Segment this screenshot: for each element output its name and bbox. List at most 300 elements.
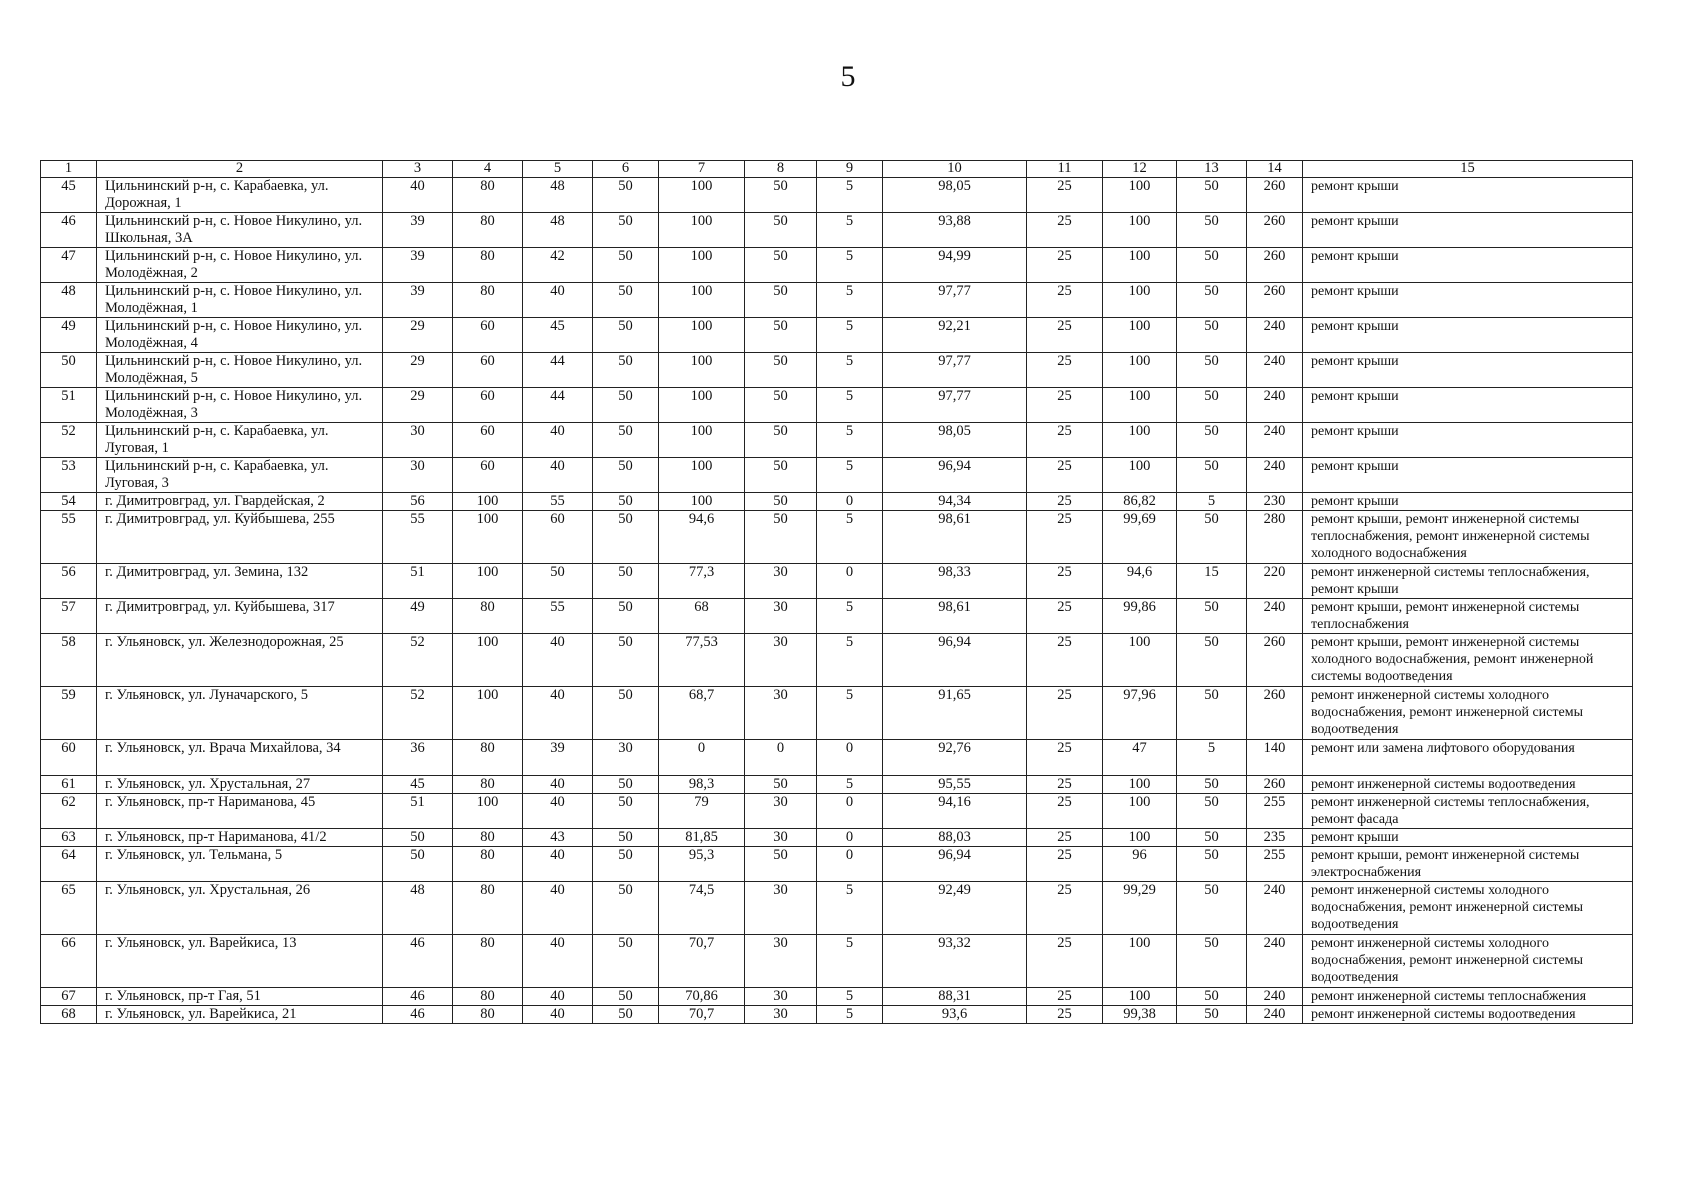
column-header: 1 — [41, 161, 97, 178]
table-cell: 91,65 — [883, 687, 1027, 740]
table-cell: 50 — [593, 353, 659, 388]
row-number: 54 — [41, 493, 97, 511]
table-cell: 260 — [1247, 776, 1303, 794]
table-cell: 30 — [745, 829, 817, 847]
table-cell: 95,3 — [659, 847, 745, 882]
address-cell: г. Димитровград, ул. Земина, 132 — [97, 564, 383, 599]
table-cell: 50 — [1177, 935, 1247, 988]
table-cell: 40 — [523, 423, 593, 458]
table-cell: 100 — [453, 634, 523, 687]
work-type-cell: ремонт крыши — [1303, 829, 1633, 847]
table-cell: 40 — [523, 283, 593, 318]
table-cell: 25 — [1027, 458, 1103, 493]
table-cell: 50 — [593, 988, 659, 1006]
table-cell: 29 — [383, 388, 453, 423]
table-cell: 5 — [1177, 493, 1247, 511]
table-cell: 50 — [593, 248, 659, 283]
table-cell: 25 — [1027, 511, 1103, 564]
address-cell: г. Ульяновск, ул. Врача Михайлова, 34 — [97, 740, 383, 776]
address-cell: г. Ульяновск, пр-т Нариманова, 41/2 — [97, 829, 383, 847]
work-type-cell: ремонт инженерной системы холодного водоснабжения, ремонт инженерной системы водоотведения — [1303, 882, 1633, 935]
table-cell: 42 — [523, 248, 593, 283]
table-row — [41, 318, 1633, 353]
table-cell: 260 — [1247, 178, 1303, 213]
column-header: 3 — [383, 161, 453, 178]
row-number: 66 — [41, 935, 97, 988]
table-cell: 240 — [1247, 423, 1303, 458]
table-cell: 30 — [745, 794, 817, 829]
table-cell: 50 — [593, 493, 659, 511]
table-cell: 100 — [659, 493, 745, 511]
column-header: 12 — [1103, 161, 1177, 178]
table-cell: 40 — [523, 988, 593, 1006]
column-header: 2 — [97, 161, 383, 178]
table-cell: 50 — [593, 829, 659, 847]
table-cell: 25 — [1027, 213, 1103, 248]
table-cell: 56 — [383, 493, 453, 511]
table-cell: 93,6 — [883, 1006, 1027, 1024]
table-cell: 100 — [1103, 776, 1177, 794]
table-row — [41, 353, 1633, 388]
table-row — [41, 634, 1633, 687]
table-cell: 50 — [745, 493, 817, 511]
table-cell: 60 — [523, 511, 593, 564]
table-cell: 30 — [745, 687, 817, 740]
address-cell: Цильнинский р-н, с. Карабаевка, ул. Дорожная, 1 — [97, 178, 383, 213]
address-cell: Цильнинский р-н, с. Новое Никулино, ул. Молодёжная, 2 — [97, 248, 383, 283]
table-cell: 0 — [817, 564, 883, 599]
table-cell: 60 — [453, 353, 523, 388]
table-cell: 29 — [383, 353, 453, 388]
table-cell: 100 — [659, 318, 745, 353]
address-cell: г. Ульяновск, ул. Хрустальная, 26 — [97, 882, 383, 935]
work-type-cell: ремонт крыши — [1303, 283, 1633, 318]
table-row — [41, 423, 1633, 458]
column-header: 7 — [659, 161, 745, 178]
table-cell: 50 — [1177, 178, 1247, 213]
table-cell: 0 — [817, 493, 883, 511]
table-cell: 94,34 — [883, 493, 1027, 511]
table-cell: 50 — [1177, 458, 1247, 493]
address-cell: Цильнинский р-н, с. Новое Никулино, ул. Молодёжная, 4 — [97, 318, 383, 353]
table-cell: 140 — [1247, 740, 1303, 776]
address-cell: г. Димитровград, ул. Гвардейская, 2 — [97, 493, 383, 511]
table-cell: 50 — [1177, 511, 1247, 564]
work-type-cell: ремонт инженерной системы холодного водоснабжения, ремонт инженерной системы водоотведения — [1303, 687, 1633, 740]
table-cell: 30 — [745, 988, 817, 1006]
table-cell: 30 — [745, 564, 817, 599]
work-type-cell: ремонт крыши, ремонт инженерной системы электроснабжения — [1303, 847, 1633, 882]
table-cell: 100 — [1103, 794, 1177, 829]
address-cell: г. Димитровград, ул. Куйбышева, 317 — [97, 599, 383, 634]
table-cell: 25 — [1027, 318, 1103, 353]
work-type-cell: ремонт инженерной системы теплоснабжения, ремонт крыши — [1303, 564, 1633, 599]
table-cell: 240 — [1247, 882, 1303, 935]
table-cell: 220 — [1247, 564, 1303, 599]
table-cell: 50 — [523, 564, 593, 599]
table-cell: 40 — [523, 935, 593, 988]
work-type-cell: ремонт крыши — [1303, 388, 1633, 423]
table-cell: 40 — [523, 776, 593, 794]
table-cell: 97,77 — [883, 283, 1027, 318]
table-cell: 40 — [523, 882, 593, 935]
table-cell: 70,86 — [659, 988, 745, 1006]
table-cell: 100 — [1103, 248, 1177, 283]
table-cell: 48 — [523, 213, 593, 248]
table-cell: 98,05 — [883, 178, 1027, 213]
table-cell: 100 — [453, 564, 523, 599]
table-cell: 93,32 — [883, 935, 1027, 988]
work-type-cell: ремонт крыши — [1303, 423, 1633, 458]
table-cell: 100 — [1103, 458, 1177, 493]
table-cell: 100 — [659, 178, 745, 213]
row-number: 59 — [41, 687, 97, 740]
table-cell: 45 — [383, 776, 453, 794]
table-cell: 0 — [817, 740, 883, 776]
table-row — [41, 687, 1633, 740]
table-cell: 30 — [745, 634, 817, 687]
repair-table — [40, 160, 1633, 1024]
table-cell: 240 — [1247, 388, 1303, 423]
row-number: 57 — [41, 599, 97, 634]
table-cell: 50 — [1177, 318, 1247, 353]
table-cell: 100 — [1103, 353, 1177, 388]
table-cell: 5 — [817, 213, 883, 248]
table-cell: 50 — [593, 599, 659, 634]
table-cell: 46 — [383, 988, 453, 1006]
table-cell: 79 — [659, 794, 745, 829]
table-cell: 39 — [523, 740, 593, 776]
work-type-cell: ремонт крыши — [1303, 178, 1633, 213]
table-cell: 39 — [383, 248, 453, 283]
table-cell: 55 — [523, 493, 593, 511]
table-cell: 36 — [383, 740, 453, 776]
table-cell: 48 — [383, 882, 453, 935]
address-cell: г. Ульяновск, ул. Варейкиса, 21 — [97, 1006, 383, 1024]
table-cell: 25 — [1027, 423, 1103, 458]
table-cell: 50 — [383, 847, 453, 882]
work-type-cell: ремонт или замена лифтового оборудования — [1303, 740, 1633, 776]
table-cell: 98,61 — [883, 599, 1027, 634]
table-cell: 30 — [593, 740, 659, 776]
table-cell: 280 — [1247, 511, 1303, 564]
table-cell: 5 — [817, 599, 883, 634]
table-cell: 80 — [453, 882, 523, 935]
table-cell: 55 — [523, 599, 593, 634]
table-cell: 100 — [453, 794, 523, 829]
table-cell: 92,49 — [883, 882, 1027, 935]
table-cell: 50 — [383, 829, 453, 847]
table-cell: 50 — [745, 847, 817, 882]
table-cell: 25 — [1027, 882, 1103, 935]
column-header: 6 — [593, 161, 659, 178]
row-number: 49 — [41, 318, 97, 353]
table-cell: 100 — [1103, 178, 1177, 213]
table-cell: 80 — [453, 248, 523, 283]
table-cell: 96,94 — [883, 634, 1027, 687]
table-cell: 100 — [659, 388, 745, 423]
table-cell: 40 — [523, 634, 593, 687]
table-cell: 45 — [523, 318, 593, 353]
table-cell: 80 — [453, 213, 523, 248]
table-row — [41, 776, 1633, 794]
table-cell: 5 — [817, 935, 883, 988]
table-cell: 25 — [1027, 248, 1103, 283]
table-row — [41, 178, 1633, 213]
column-header: 8 — [745, 161, 817, 178]
table-cell: 50 — [1177, 1006, 1247, 1024]
table-cell: 39 — [383, 283, 453, 318]
table-cell: 5 — [1177, 740, 1247, 776]
table-row — [41, 988, 1633, 1006]
table-cell: 44 — [523, 388, 593, 423]
table-cell: 100 — [453, 687, 523, 740]
address-cell: Цильнинский р-н, с. Карабаевка, ул. Луговая, 3 — [97, 458, 383, 493]
table-cell: 5 — [817, 423, 883, 458]
table-cell: 230 — [1247, 493, 1303, 511]
table-cell: 52 — [383, 634, 453, 687]
table-cell: 50 — [745, 318, 817, 353]
table-cell: 88,31 — [883, 988, 1027, 1006]
table-cell: 46 — [383, 935, 453, 988]
table-cell: 96,94 — [883, 847, 1027, 882]
work-type-cell: ремонт крыши — [1303, 248, 1633, 283]
table-cell: 15 — [1177, 564, 1247, 599]
row-number: 47 — [41, 248, 97, 283]
row-number: 50 — [41, 353, 97, 388]
address-cell: Цильнинский р-н, с. Карабаевка, ул. Луговая, 1 — [97, 423, 383, 458]
row-number: 45 — [41, 178, 97, 213]
table-cell: 43 — [523, 829, 593, 847]
table-cell: 60 — [453, 318, 523, 353]
table-cell: 70,7 — [659, 1006, 745, 1024]
table-cell: 80 — [453, 776, 523, 794]
table-cell: 5 — [817, 1006, 883, 1024]
table-cell: 5 — [817, 776, 883, 794]
table-cell: 260 — [1247, 687, 1303, 740]
table-cell: 40 — [383, 178, 453, 213]
table-cell: 235 — [1247, 829, 1303, 847]
table-cell: 50 — [745, 178, 817, 213]
table-cell: 25 — [1027, 829, 1103, 847]
row-number: 52 — [41, 423, 97, 458]
column-header: 5 — [523, 161, 593, 178]
address-cell: Цильнинский р-н, с. Новое Никулино, ул. Школьная, 3А — [97, 213, 383, 248]
table-cell: 240 — [1247, 599, 1303, 634]
table-cell: 25 — [1027, 687, 1103, 740]
work-type-cell: ремонт крыши — [1303, 493, 1633, 511]
table-cell: 94,16 — [883, 794, 1027, 829]
table-cell: 99,86 — [1103, 599, 1177, 634]
table-cell: 94,6 — [1103, 564, 1177, 599]
work-type-cell: ремонт крыши — [1303, 318, 1633, 353]
table-cell: 5 — [817, 458, 883, 493]
table-cell: 80 — [453, 1006, 523, 1024]
work-type-cell: ремонт инженерной системы теплоснабжения, ремонт фасада — [1303, 794, 1633, 829]
table-cell: 50 — [593, 388, 659, 423]
table-cell: 50 — [593, 1006, 659, 1024]
table-cell: 47 — [1103, 740, 1177, 776]
table-cell: 80 — [453, 599, 523, 634]
table-cell: 40 — [523, 1006, 593, 1024]
table-cell: 96,94 — [883, 458, 1027, 493]
table-cell: 50 — [1177, 829, 1247, 847]
row-number: 56 — [41, 564, 97, 599]
table-row — [41, 935, 1633, 988]
table-cell: 50 — [593, 178, 659, 213]
table-cell: 260 — [1247, 283, 1303, 318]
table-cell: 98,05 — [883, 423, 1027, 458]
table-cell: 0 — [745, 740, 817, 776]
table-cell: 95,55 — [883, 776, 1027, 794]
table-cell: 52 — [383, 687, 453, 740]
table-cell: 50 — [745, 458, 817, 493]
table-cell: 50 — [593, 423, 659, 458]
table-cell: 50 — [593, 847, 659, 882]
table-cell: 40 — [523, 847, 593, 882]
table-cell: 240 — [1247, 988, 1303, 1006]
table-cell: 70,7 — [659, 935, 745, 988]
address-cell: г. Ульяновск, пр-т Нариманова, 45 — [97, 794, 383, 829]
row-number: 51 — [41, 388, 97, 423]
table-cell: 25 — [1027, 493, 1103, 511]
table-cell: 0 — [659, 740, 745, 776]
table-cell: 5 — [817, 248, 883, 283]
table-cell: 25 — [1027, 776, 1103, 794]
table-cell: 5 — [817, 882, 883, 935]
table-cell: 100 — [1103, 388, 1177, 423]
table-cell: 100 — [1103, 213, 1177, 248]
page-number: 5 — [840, 60, 856, 93]
table-cell: 80 — [453, 178, 523, 213]
table-cell: 100 — [1103, 829, 1177, 847]
address-cell: г. Ульяновск, ул. Хрустальная, 27 — [97, 776, 383, 794]
row-number: 46 — [41, 213, 97, 248]
table-cell: 0 — [817, 847, 883, 882]
table-cell: 60 — [453, 388, 523, 423]
table-cell: 46 — [383, 1006, 453, 1024]
table-cell: 50 — [1177, 213, 1247, 248]
table-cell: 39 — [383, 213, 453, 248]
table-cell: 88,03 — [883, 829, 1027, 847]
table-cell: 30 — [745, 1006, 817, 1024]
table-cell: 240 — [1247, 318, 1303, 353]
table-cell: 50 — [1177, 353, 1247, 388]
table-cell: 77,3 — [659, 564, 745, 599]
table-cell: 5 — [817, 511, 883, 564]
address-cell: Цильнинский р-н, с. Новое Никулино, ул. Молодёжная, 5 — [97, 353, 383, 388]
table-cell: 255 — [1247, 847, 1303, 882]
table-cell: 50 — [593, 213, 659, 248]
table-cell: 99,29 — [1103, 882, 1177, 935]
row-number: 55 — [41, 511, 97, 564]
address-cell: г. Ульяновск, ул. Варейкиса, 13 — [97, 935, 383, 988]
work-type-cell: ремонт инженерной системы водоотведения — [1303, 776, 1633, 794]
work-type-cell: ремонт инженерной системы теплоснабжения — [1303, 988, 1633, 1006]
table-cell: 50 — [745, 213, 817, 248]
table-cell: 30 — [745, 935, 817, 988]
address-cell: г. Ульяновск, ул. Железнодорожная, 25 — [97, 634, 383, 687]
work-type-cell: ремонт крыши — [1303, 353, 1633, 388]
table-cell: 50 — [1177, 599, 1247, 634]
work-type-cell: ремонт инженерной системы холодного водоснабжения, ремонт инженерной системы водоотведения — [1303, 935, 1633, 988]
table-row — [41, 882, 1633, 935]
table-cell: 92,21 — [883, 318, 1027, 353]
table-cell: 255 — [1247, 794, 1303, 829]
table-cell: 29 — [383, 318, 453, 353]
table-cell: 100 — [1103, 318, 1177, 353]
table-cell: 260 — [1247, 248, 1303, 283]
table-cell: 97,96 — [1103, 687, 1177, 740]
table-cell: 30 — [745, 599, 817, 634]
table-cell: 74,5 — [659, 882, 745, 935]
table-cell: 240 — [1247, 458, 1303, 493]
column-header: 9 — [817, 161, 883, 178]
table-cell: 25 — [1027, 634, 1103, 687]
table-cell: 25 — [1027, 178, 1103, 213]
table-cell: 50 — [1177, 794, 1247, 829]
column-header: 10 — [883, 161, 1027, 178]
table-cell: 260 — [1247, 634, 1303, 687]
table-cell: 50 — [1177, 283, 1247, 318]
table-cell: 98,61 — [883, 511, 1027, 564]
table-cell: 97,77 — [883, 353, 1027, 388]
table-row — [41, 564, 1633, 599]
table-cell: 49 — [383, 599, 453, 634]
table-cell: 60 — [453, 458, 523, 493]
table-cell: 50 — [593, 776, 659, 794]
address-cell: г. Ульяновск, пр-т Гая, 51 — [97, 988, 383, 1006]
table-row — [41, 511, 1633, 564]
table-row — [41, 794, 1633, 829]
work-type-cell: ремонт крыши, ремонт инженерной системы теплоснабжения — [1303, 599, 1633, 634]
table-cell: 77,53 — [659, 634, 745, 687]
table-cell: 50 — [593, 935, 659, 988]
table-cell: 0 — [817, 794, 883, 829]
table-cell: 50 — [593, 882, 659, 935]
table-cell: 51 — [383, 564, 453, 599]
table-cell: 97,77 — [883, 388, 1027, 423]
row-number: 67 — [41, 988, 97, 1006]
table-cell: 100 — [1103, 935, 1177, 988]
table-cell: 50 — [593, 564, 659, 599]
table-cell: 25 — [1027, 599, 1103, 634]
table-cell: 5 — [817, 634, 883, 687]
table-cell: 50 — [745, 776, 817, 794]
table-cell: 48 — [523, 178, 593, 213]
row-number: 63 — [41, 829, 97, 847]
table-cell: 25 — [1027, 988, 1103, 1006]
table-cell: 5 — [817, 988, 883, 1006]
table-cell: 50 — [745, 248, 817, 283]
table-cell: 86,82 — [1103, 493, 1177, 511]
header-row — [41, 161, 1633, 178]
table-cell: 50 — [593, 794, 659, 829]
work-type-cell: ремонт крыши — [1303, 458, 1633, 493]
table-cell: 260 — [1247, 213, 1303, 248]
address-cell: г. Димитровград, ул. Куйбышева, 255 — [97, 511, 383, 564]
table-cell: 0 — [817, 829, 883, 847]
table-cell: 50 — [1177, 423, 1247, 458]
table-cell: 100 — [659, 248, 745, 283]
work-type-cell: ремонт крыши, ремонт инженерной системы холодного водоснабжения, ремонт инженерной системы водоотведения — [1303, 634, 1633, 687]
table-cell: 25 — [1027, 1006, 1103, 1024]
table-cell: 92,76 — [883, 740, 1027, 776]
table-cell: 44 — [523, 353, 593, 388]
column-header: 14 — [1247, 161, 1303, 178]
table-row — [41, 740, 1633, 776]
table-cell: 80 — [453, 283, 523, 318]
